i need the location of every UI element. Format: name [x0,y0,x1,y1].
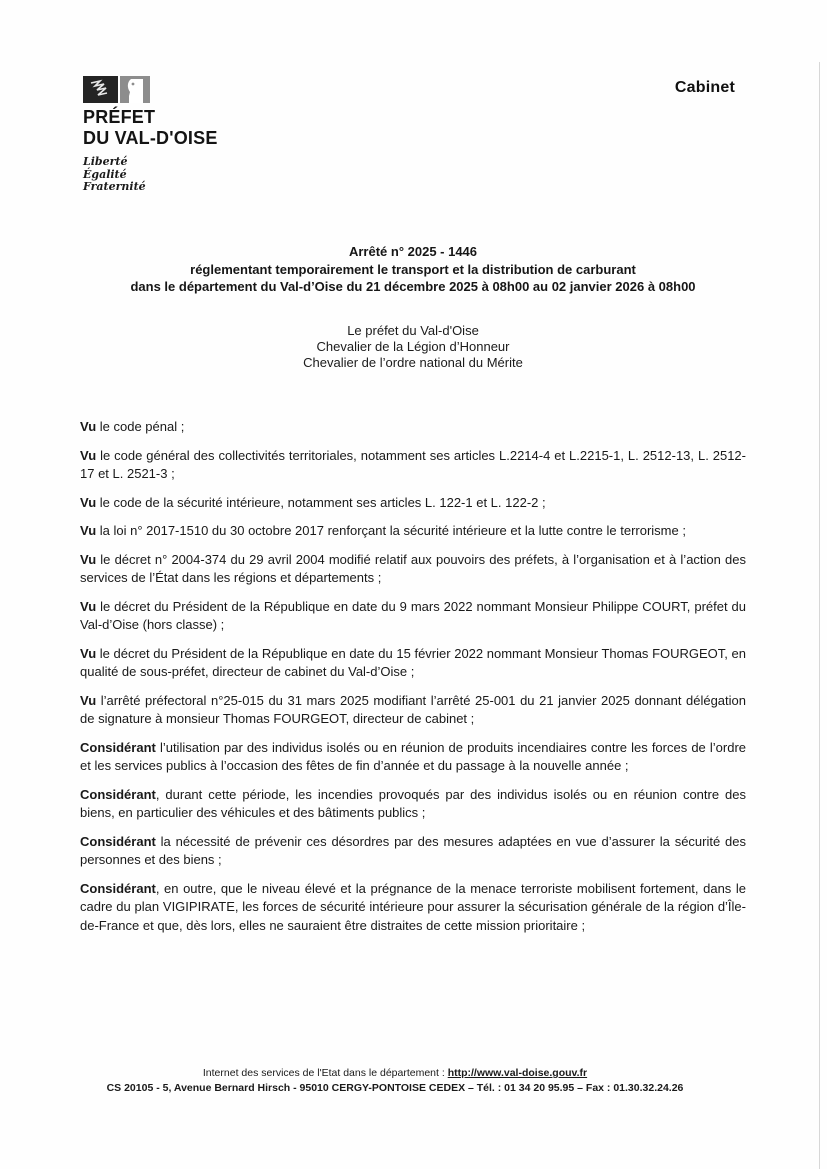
prefecture-brand-block [83,76,218,194]
footer-internet-line [40,1066,750,1081]
recital-text: le décret n° 2004-374 du 29 avril 2004 modifié relatif aux pouvoirs des préfets, à l’organisation et à l’action des services de l’État dans les régions et départements ; [80,551,746,585]
recital-text: , en outre, que le niveau élevé et la prégnance de la menace terroriste mobilisent fortement, dans le cadre du plan VIGIPIRATE, les forces de sécurité intérieure pour assurer la sécurisation générale de la région d’Île-de-France et que, dès lors, elles ne sauraient être distraites de cette mission prioritaire ; [80,880,746,933]
scan-edge-artifact [819,62,820,1169]
recitals-body [80,418,746,945]
footer-internet-prefix: Internet des services de l'Etat dans le département : [202,1067,448,1079]
recital-lead: Considérant [80,880,156,896]
recital-lead: Vu [80,551,97,567]
wordmark-line1: PRÉFET [83,107,156,127]
recital-text: l’arrêté préfectoral n°25-015 du 31 mars 2025 modifiant l’arrêté 25-001 du 21 janvier 2025 donnant délégation de signature à monsieur Thomas FOURGEOT, directeur de cabinet ; [80,692,746,726]
recital-text: le décret du Président de la République en date du 15 février 2022 nommant Monsieur Thomas FOURGEOT, en qualité de sous-préfet, directeur de cabinet du Val-d’Oise ; [80,645,746,679]
recital-paragraph [80,692,746,729]
recital-paragraph [80,739,746,776]
recital-paragraph [80,418,746,437]
recital-paragraph [80,494,746,513]
recital-paragraph [80,786,746,823]
decree-number: Arrêté n° 2025 - 1446 [348,244,478,259]
recital-lead: Vu [80,419,97,434]
prefecture-wordmark [83,107,218,149]
recital-text: le code pénal ; [96,419,185,434]
republic-motto [83,156,218,194]
recital-paragraph [80,880,746,936]
recital-lead: Considérant [80,833,156,849]
service-label: Cabinet [674,79,735,96]
motto-fraternite: Fraternité [83,180,146,193]
decree-subject-line1: réglementant temporairement le transport et la distribution de carburant [190,261,636,277]
wordmark-line2: DU VAL-D'OISE [83,128,218,148]
recital-lead: Vu [80,494,97,510]
recital-paragraph [80,833,746,870]
recital-lead: Vu [80,523,97,538]
document-footer [40,1066,750,1096]
recital-text: le code de la sécurité intérieure, notamment ses articles L. 122-1 et L. 122-2 ; [96,494,546,510]
recital-text: l’utilisation par des individus isolés ou en réunion de produits incendiaires contre les forces de l’ordre et les services publics à l’occasion des fêtes de fin d’année et du passage à la nouvelle année ; [80,739,746,773]
recital-paragraph [80,522,746,541]
recital-lead: Considérant [80,786,156,802]
authority-title: Le préfet du Val-d'Oise [347,323,479,338]
recital-text: la loi n° 2017-1510 du 30 octobre 2017 renforçant la sécurité intérieure et la lutte contre le terrorisme ; [96,523,686,538]
recital-paragraph [80,551,746,588]
recital-lead: Vu [80,598,97,614]
recital-paragraph [80,598,746,635]
authority-block [60,323,766,371]
recital-lead: Vu [80,447,97,463]
authority-honor1: Chevalier de la Légion d’Honneur [316,339,510,354]
recital-lead: Considérant [80,739,156,755]
recital-text: le code général des collectivités territoriales, notamment ses articles L.2214-4 et L.2215-1, L. 2512-13, L. 2512-17 et L. 2521-3 ; [80,447,746,481]
recital-text: le décret du Président de la République en date du 9 mars 2022 nommant Monsieur Philippe COURT, préfet du Val-d’Oise (hors classe) ; [80,598,746,632]
recital-text: , durant cette période, les incendies provoqués par des individus isolés ou en réunion contre des biens, en particulier des véhicules et des bâtiments publics ; [80,786,746,820]
recital-paragraph [80,645,746,682]
decree-title [60,243,766,296]
marianne-logo-icon [83,76,151,104]
recital-lead: Vu [80,692,97,708]
decree-subject-line2: dans le département du Val-d’Oise du 21 décembre 2025 à 08h00 au 02 janvier 2026 à 08h00 [130,279,696,294]
recital-paragraph [80,447,746,484]
recital-lead: Vu [80,645,97,661]
footer-website-url: http://www.val-doise.gouv.fr [447,1067,588,1079]
recital-text: la nécessité de prévenir ces désordres par des mesures adaptées en vue d’assurer la sécurité des personnes et des biens ; [80,833,746,867]
footer-address-line: CS 20105 - 5, Avenue Bernard Hirsch - 95010 CERGY-PONTOISE CEDEX – Tél. : 01 34 20 95.95 – Fax : 01.30.32.24.26 [106,1082,684,1094]
authority-honor2: Chevalier de l’ordre national du Mérite [303,355,523,370]
motto-liberte: Liberté [83,155,128,168]
motto-egalite: Égalité [83,167,127,181]
